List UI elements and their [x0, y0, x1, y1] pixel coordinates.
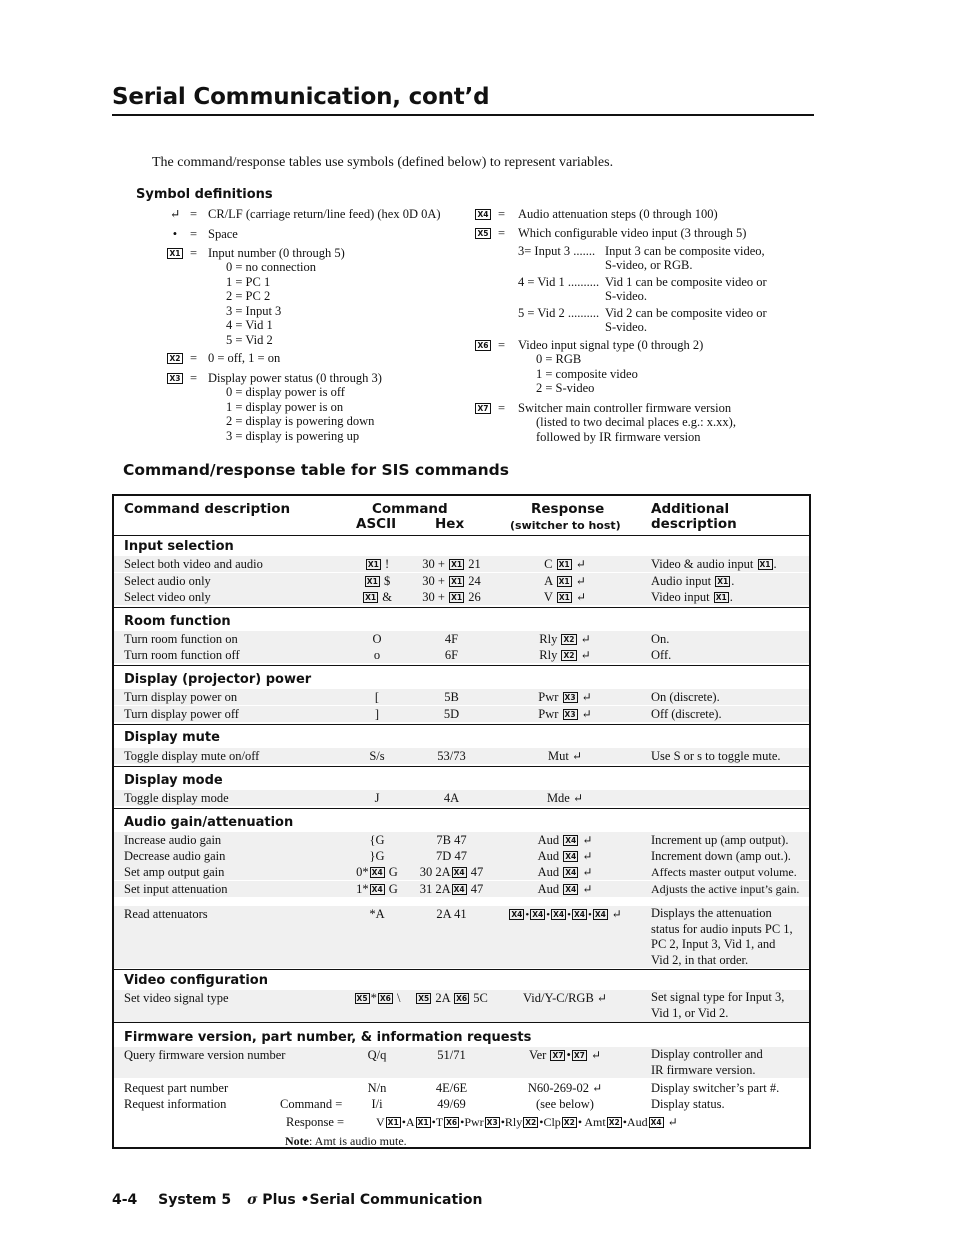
col-header-hex: Hex — [435, 516, 465, 532]
section-display-mute: Display mute — [124, 730, 220, 745]
x7-values: (listed to two decimal places e.g.: x.xx), followed by IR firmware version — [536, 415, 736, 444]
table-row: Set amp output gain 0* X4 G 30 2A X4 47 Aud X4 ↵ Affects master output volume. — [114, 864, 809, 880]
table-row: Select both video and audio X1 ! 30 + X1 21 C X1 ↵ Video & audio input X1 . — [114, 556, 809, 572]
col-header-command: Command — [372, 501, 448, 517]
table-row: Select audio only X1 $ 30 + X1 24 A X1 ↵ Audio input X1 . — [114, 573, 809, 589]
table-row: Set video signal type X5 * X6 \ X5 2A X6 5C Vid/Y-C/RGB ↵ Set signal type for Input 3, Vid 1, or Vid 2. — [114, 990, 809, 1022]
return-icon: ↵ — [169, 207, 181, 221]
col-header-description: Command description — [124, 501, 291, 517]
section-video-configuration: Video configuration — [124, 973, 268, 988]
table-row: Increase audio gain {G 7B 47 Aud X4 ↵ Increment up (amp output). — [114, 832, 809, 848]
table-row: Request part number N/n 4E/6E N60-269-02 ↵ Display switcher’s part #. — [124, 1081, 780, 1095]
table-note: Note: Amt is audio mute. — [285, 1134, 407, 1148]
page-number: 4-4 — [112, 1192, 138, 1208]
section-input-selection: Input selection — [124, 539, 234, 554]
section-room-function: Room function — [124, 614, 231, 629]
section-display-mode: Display mode — [124, 773, 223, 788]
page-title: Serial Communication, cont’d — [112, 84, 490, 110]
col-header-additional-2: description — [651, 516, 737, 532]
table-row: Turn display power off ] 5D Pwr X3 ↵ Off (discrete). — [114, 706, 809, 722]
x1-values: 0 = no connection 1 = PC 1 2 = PC 2 3 = Input 3 4 = Vid 1 5 = Vid 2 — [226, 260, 317, 347]
header-divider — [114, 535, 809, 536]
x5-values: 3= Input 3 ....... Input 3 can be composite video, S-video, or RGB. 4 = Vid 1 .......... Vid 1 can be composite video or S-video. 5 = Vid 2 .......... Vid 2 can be composite video or S-video. — [518, 244, 767, 334]
col-header-additional: Additional — [651, 501, 730, 517]
x6-values: 0 = RGB 1 = composite video 2 = S-video — [536, 352, 638, 395]
symbol-definitions-heading: Symbol definitions — [136, 187, 273, 202]
table-row: Turn room function off o 6F Rly X2 ↵ Off. — [114, 647, 809, 663]
page-footer — [112, 1192, 499, 1208]
table-row: Toggle display mute on/off S/s 53/73 Mut ↵ Use S or s to toggle mute. — [114, 748, 809, 764]
section-firmware: Firmware version, part number, & information requests — [124, 1030, 532, 1045]
x3-values: 0 = display power is off 1 = display power is on 2 = display is powering down 3 = display is powering up — [226, 385, 375, 443]
product-name: System 5 σ Plus •Serial Communication — [158, 1192, 483, 1208]
table-heading: Command/response table for SIS commands — [123, 461, 509, 479]
table-row: Turn room function on O 4F Rly X2 ↵ On. — [114, 631, 809, 647]
title-rule — [112, 114, 814, 116]
table-row: Set input attenuation 1* X4 G 31 2A X4 47 Aud X4 ↵ Adjusts the active input’s gain. — [114, 881, 809, 897]
section-display-power: Display (projector) power — [124, 672, 312, 687]
col-header-response: Response — [531, 501, 605, 517]
col-header-ascii: ASCII — [356, 516, 397, 532]
sis-command-table — [112, 494, 811, 1149]
section-audio-gain: Audio gain/attenuation — [124, 815, 294, 830]
table-row: Read attenuators *A 2A 41 X4 • X4 • X4 • X4 • X4 ↵ Displays the attenuation status for audio inputs PC 1, PC 2, Input 3, Vid 1, and Vid 2, in that order. — [114, 906, 809, 968]
table-row: Response = V X1 •A X1 •T X6 •Pwr X3 •Rly X2 •Clp X2 • Amt X2 •Aud X4 ↵ — [286, 1115, 678, 1129]
table-row: Toggle display mode J 4A Mde ↵ — [114, 790, 809, 806]
table-row: Turn display power on [ 5B Pwr X3 ↵ On (discrete). — [114, 689, 809, 705]
intro-text: The command/response tables use symbols (defined below) to represent variables. — [152, 155, 614, 170]
table-row: Select video only X1 & 30 + X1 26 V X1 ↵ Video input X1 . — [114, 589, 809, 605]
table-row: Query firmware version number Q/q 51/71 Ver X7 • X7 ↵ Display controller and IR firmware version. — [114, 1047, 809, 1078]
table-row: Request information Command = I/i 49/69 (see below) Display status. — [124, 1097, 725, 1111]
table-row: Decrease audio gain }G 7D 47 Aud X4 ↵ Increment down (amp out.). — [114, 848, 809, 864]
col-header-response-sub: (switcher to host) — [510, 519, 621, 532]
